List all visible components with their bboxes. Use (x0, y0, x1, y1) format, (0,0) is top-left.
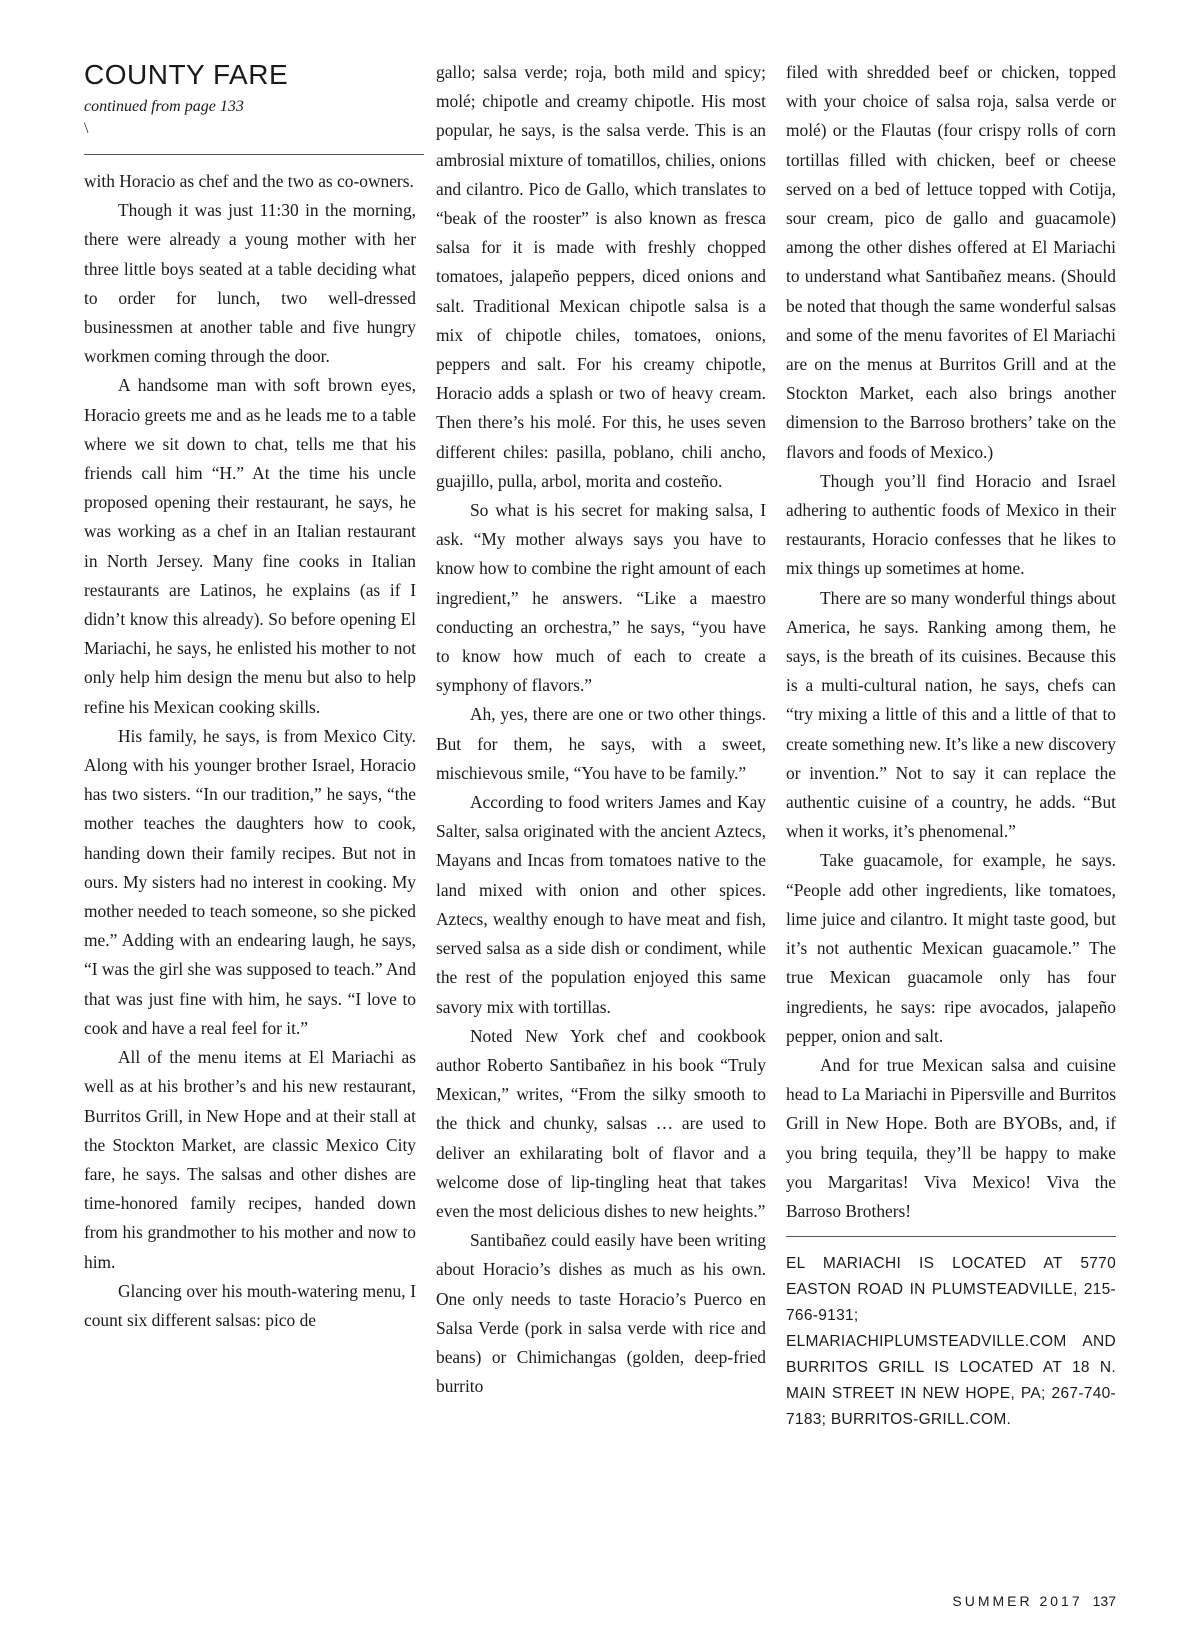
paragraph: Though you’ll find Horacio and Israel adhering to authentic foods of Mexico in their restaurants, Horacio confesses that he likes to mix things up sometimes at home. (786, 470, 1116, 579)
paragraph: His family, he says, is from Mexico City. Along with his younger brother Israel, Horacio has two sisters. “In our tradition,” he says, “the mother teaches the daughters how to cook, handing down their family recipes. But not in ours. My sisters had no interest in cooking. My mother needed to teach someone, so she picked me.” Adding with an endearing laugh, he says, “I was the girl she was supposed to teach.” And that was just fine with him, he says. “I love to cook and have a real feel for it.” (84, 725, 416, 1038)
continued-mark: \ (84, 120, 89, 137)
paragraph: gallo; salsa verde; roja, both mild and spicy; molé; chipotle and creamy chipotle. His most popular, he says, is the salsa verde. This is an ambrosial mixture of tomatillos, chilies, onions and cilantro. Pico de Gallo, which translates to “beak of the rooster” is also known as fresca salsa for it is made with freshly chopped tomatoes, jalapeño peppers, diced onions and salt. Traditional Mexican chipotle salsa is a mix of chipotle chiles, tomatoes, onions, peppers and salt. For his creamy chipotle, Horacio adds a splash or two of heavy cream. Then there’s his molé. For this, he uses seven different chiles: pasilla, poblano, chili ancho, guajillo, pulla, arbol, morita and costeño. (436, 62, 766, 491)
page-number: 137 (1092, 1593, 1116, 1609)
section-title: COUNTY FARE (84, 59, 289, 90)
paragraph: And for true Mexican salsa and cuisine head to La Mariachi in Pipersville and Burritos Grill in New Hope. Both are BYOBs, and, if you bring tequila, they’ll be happy to make you Margaritas! Viva Mexico! Viva the Barroso Brothers! (786, 1054, 1116, 1221)
paragraph: There are so many wonderful things about America, he says. Ranking among them, he says, is the breath of its cuisines. Because this is a multi-cultural nation, he says, chefs can “try mixing a little of this and a little of that to create something new. It’s like a new discovery or invention.” Not to say it can replace the authentic cuisine of a country, he adds. “But when it works, it’s phenomenal.” (786, 587, 1116, 842)
column-2 (436, 58, 766, 1401)
header-divider (84, 154, 424, 155)
paragraph: Take guacamole, for example, he says. “People add other ingredients, like tomatoes, lime juice and cilantro. It might taste good, but it’s not authentic Mexican guacamole.” The true Mexican guacamole only has four ingredients, he says: ripe avocados, jalapeño pepper, onion and salt. (786, 850, 1116, 1046)
paragraph: All of the menu items at El Mariachi as well as at his brother’s and his new restaurant, Burritos Grill, in New Hope and at their stall at the Stockton Market, are classic Mexico City fare, he says. The salsas and other dishes are time-honored family recipes, handed down from his grandmother to his mother and now to him. (84, 1047, 416, 1272)
column-3 (786, 58, 1116, 1433)
paragraph: Ah, yes, there are one or two other things. But for them, he says, with a sweet, mischievous smile, “You have to be family.” (436, 704, 766, 783)
paragraph: A handsome man with soft brown eyes, Horacio greets me and as he leads me to a table where we sit down to chat, tells me that his friends call him “H.” At the time his uncle proposed opening their restaurant, he says, he was working as a chef in an Italian restaurant in North Jersey. Many fine cooks in Italian restaurants are Latinos, he explains (as if I didn’t know this already). So before opening El Mariachi, he says, he enlisted his mother to not only help him design the menu but also to help refine his Mexican cooking skills. (84, 375, 416, 717)
paragraph: Santibañez could easily have been writing about Horacio’s dishes as much as his own. One only needs to taste Horacio’s Puerco en Salsa Verde (pork in salsa verde with rice and beans) or Chimichangas (golden, deep-fried burrito (436, 1230, 766, 1397)
paragraph: Glancing over his mouth-watering menu, I count six different salsas: pico de (84, 1280, 416, 1330)
paragraph: So what is his secret for making salsa, I ask. “My mother always says you have to know how to combine the right amount of each ingredient,” he answers. “Like a maestro conducting an orchestra,” he says, “you have to know how much of each to create a symphony of flavors.” (436, 500, 766, 696)
page-footer (952, 1593, 1116, 1609)
el-mariachi-info: EL MARIACHI IS LOCATED AT 5770 EASTON ROAD IN PLUMSTEADVILLE, 215-766-9131; ELMARIACHIPLUMSTEADVILLE.COM AND (786, 1255, 1116, 1351)
paragraph: Noted New York chef and cookbook author Roberto Santibañez in his book “Truly Mexican,” writes, “From the silky smooth to the thick and chunky, salsas … are used to deliver an exhilarating bolt of flavor and a welcome dose of lip-tingling heat that takes even the most delicious dishes to new heights.” (436, 1025, 766, 1221)
burritos-grill-info: BURRITOS GRILL IS LOCATED AT 18 N. MAIN STREET IN NEW HOPE, PA; 267-740-7183; BURRITOS-GRILL.COM. (786, 1359, 1116, 1429)
paragraph: According to food writers James and Kay Salter, salsa originated with the ancient Aztecs, Mayans and Incas from tomatoes native to the land mixed with onion and other spices. Aztecs, wealthy enough to have meat and fish, served salsa as a side dish or condiment, while the rest of the population enjoyed this same savory mix with tortillas. (436, 792, 766, 1017)
info-divider (786, 1236, 1116, 1237)
restaurant-info-box (786, 1251, 1116, 1433)
column-1 (84, 58, 416, 1335)
paragraph: filed with shredded beef or chicken, topped with your choice of salsa roja, salsa verde or molé) or the Flautas (four crispy rolls of corn tortillas filled with chicken, beef or cheese served on a bed of lettuce topped with Cotija, sour cream, pico de gallo and guacamole) among the other dishes offered at El Mariachi to understand what Santibañez means. (Should be noted that though the same wonderful salsas and some of the menu favorites of El Mariachi are on the menus at Burritos Grill and at the Stockton Market, each also brings another dimension to the Barroso brothers’ take on the flavors and foods of Mexico.) (786, 62, 1116, 462)
paragraph: with Horacio as chef and the two as co-owners. (84, 171, 414, 191)
issue-label: SUMMER 2017 (952, 1593, 1083, 1609)
paragraph: Though it was just 11:30 in the morning, there were already a young mother with her three little boys seated at a table deciding what to order for lunch, two well-dressed businessmen at another table and five hungry workmen coming through the door. (84, 200, 416, 367)
continued-note: continued from page 133 (84, 98, 244, 115)
